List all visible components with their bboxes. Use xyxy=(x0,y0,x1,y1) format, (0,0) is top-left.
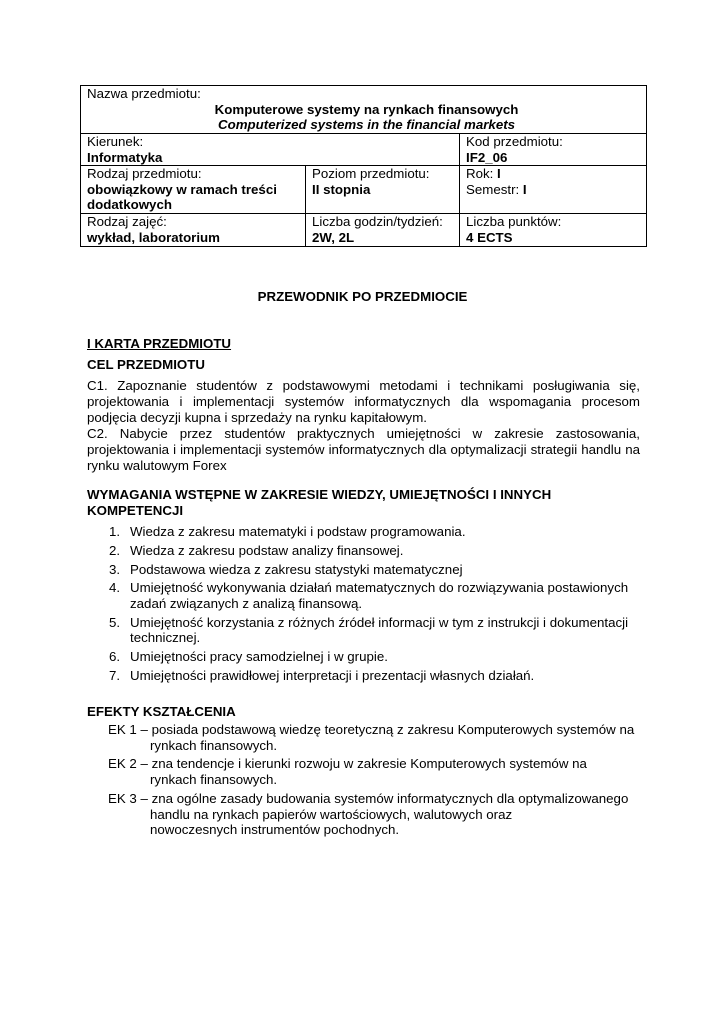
course-type-value: obowiązkowy w ramach treści dodatkowych xyxy=(87,181,277,212)
goal-c1: C1. Zapoznanie studentów z podstawowymi metodami i technikami posługiwania się, projektowania i implementacji systemów informatycznych dla wspomagania procesom podjęcia decyzji kupna i sprzedaży na rynku kapitałowym. xyxy=(87,378,640,426)
requirement-item xyxy=(87,543,647,559)
course-level-cell xyxy=(306,166,460,214)
section-heading-karta: I KARTA PRZEDMIOTU xyxy=(87,336,232,351)
class-type-label: Rodzaj zajęć: xyxy=(87,214,167,229)
learning-outcome-continuation: rynkach finansowych. xyxy=(150,771,278,787)
course-name-pl: Komputerowe systemy na rynkach finansowych xyxy=(214,101,519,117)
requirement-text: Umiejętności pracy samodzielnej i w grupie. xyxy=(130,649,388,665)
requirement-text: Umiejętność wykonywania działań matematycznych do rozwiązywania postawionych zadań związanych z analizą finansową. xyxy=(130,580,629,611)
year-label: Rok: xyxy=(466,166,494,181)
learning-outcome-first-line: EK 1 – posiada podstawową wiedzę teoretyczną z zakresu Komputerowych systemów na xyxy=(108,722,635,737)
year-semester-cell xyxy=(460,166,647,214)
learning-outcome-item xyxy=(108,722,648,753)
requirement-number: 2. xyxy=(109,542,121,558)
requirement-text: Wiedza z zakresu matematyki i podstaw programowania. xyxy=(130,524,466,539)
section-heading-cel: CEL PRZEDMIOTU xyxy=(87,357,205,372)
requirement-number: 6. xyxy=(109,649,121,665)
course-code-cell xyxy=(460,134,647,166)
class-type-cell xyxy=(81,214,306,247)
learning-outcome-item xyxy=(108,756,648,787)
course-name-en: Computerized systems in the financial markets xyxy=(217,117,516,132)
field-of-study-value: Informatyka xyxy=(87,149,163,165)
learning-outcome-continuation: rynkach finansowych. xyxy=(150,737,278,753)
course-type-label: Rodzaj przedmiotu: xyxy=(87,166,202,181)
course-code-label: Kod przedmiotu: xyxy=(466,134,563,149)
requirement-text: Umiejętność korzystania z różnych źródeł informacji w tym z instrukcji i dokumentacji technicznej. xyxy=(130,614,629,646)
requirement-item xyxy=(87,562,647,578)
requirement-text: Wiedza z zakresu podstaw analizy finansowej. xyxy=(130,542,404,558)
requirement-text: Umiejętności prawidłowej interpretacji i prezentacji własnych działań. xyxy=(130,667,535,683)
section-heading-wymagania: WYMAGANIA WSTĘPNE W ZAKRESIE WIEDZY, UMIEJĘTNOŚCI I INNYCH KOMPETENCJI xyxy=(87,487,552,518)
requirement-number: 1. xyxy=(109,524,121,539)
learning-outcome-item xyxy=(108,791,648,838)
document-title: PRZEWODNIK PO PRZEDMIOCIE xyxy=(257,289,468,304)
hours-label: Liczba godzin/tydzień: xyxy=(312,214,443,229)
field-of-study-cell xyxy=(81,134,460,166)
hours-cell xyxy=(306,214,460,247)
requirements-list xyxy=(87,524,647,687)
section-heading-efekty: EFEKTY KSZTAŁCENIA xyxy=(87,704,236,719)
requirement-item xyxy=(87,649,647,665)
points-value: 4 ECTS xyxy=(466,229,513,245)
points-cell xyxy=(460,214,647,247)
points-label: Liczba punktów: xyxy=(466,214,562,229)
field-of-study-label: Kierunek: xyxy=(87,134,144,149)
semester-label: Semestr: xyxy=(466,181,520,197)
course-type-cell xyxy=(81,166,306,214)
course-level-value: II stopnia xyxy=(312,181,371,197)
learning-outcome-continuation: handlu na rynkach papierów wartościowych, walutowych oraz nowoczesnych instrumentów pochodnych. xyxy=(150,806,513,838)
requirement-number: 5. xyxy=(109,614,121,630)
requirement-item xyxy=(87,668,647,684)
goal-c2: C2. Nabycie przez studentów praktycznych umiejętności w zakresie zastosowania, projektowania i implementacji systemów informatycznych dla optymalizacji strategii handlu na rynku walutowym Forex xyxy=(87,426,640,474)
year-value: I xyxy=(497,166,501,181)
learning-outcome-first-line: EK 3 – zna ogólne zasady budowania systemów informatycznych dla optymalizowanego xyxy=(108,791,629,806)
requirement-item xyxy=(87,580,647,611)
requirement-item xyxy=(87,615,647,646)
requirement-number: 7. xyxy=(109,667,121,683)
course-name-label: Nazwa przedmiotu: xyxy=(87,86,201,101)
requirement-number: 3. xyxy=(109,561,121,577)
course-code-value: IF2_06 xyxy=(466,149,508,165)
hours-value: 2W, 2L xyxy=(312,229,355,245)
requirement-item xyxy=(87,524,647,540)
class-type-value: wykład, laboratorium xyxy=(87,229,221,245)
course-info-table xyxy=(80,85,647,247)
course-name-cell xyxy=(81,86,647,134)
learning-outcome-first-line: EK 2 – zna tendencje i kierunki rozwoju w zakresie Komputerowych systemów na xyxy=(108,756,587,771)
semester-value: I xyxy=(522,181,527,197)
requirement-text: Podstawowa wiedza z zakresu statystyki matematycznej xyxy=(130,561,463,577)
requirement-number: 4. xyxy=(109,580,121,596)
course-level-label: Poziom przedmiotu: xyxy=(312,166,430,181)
